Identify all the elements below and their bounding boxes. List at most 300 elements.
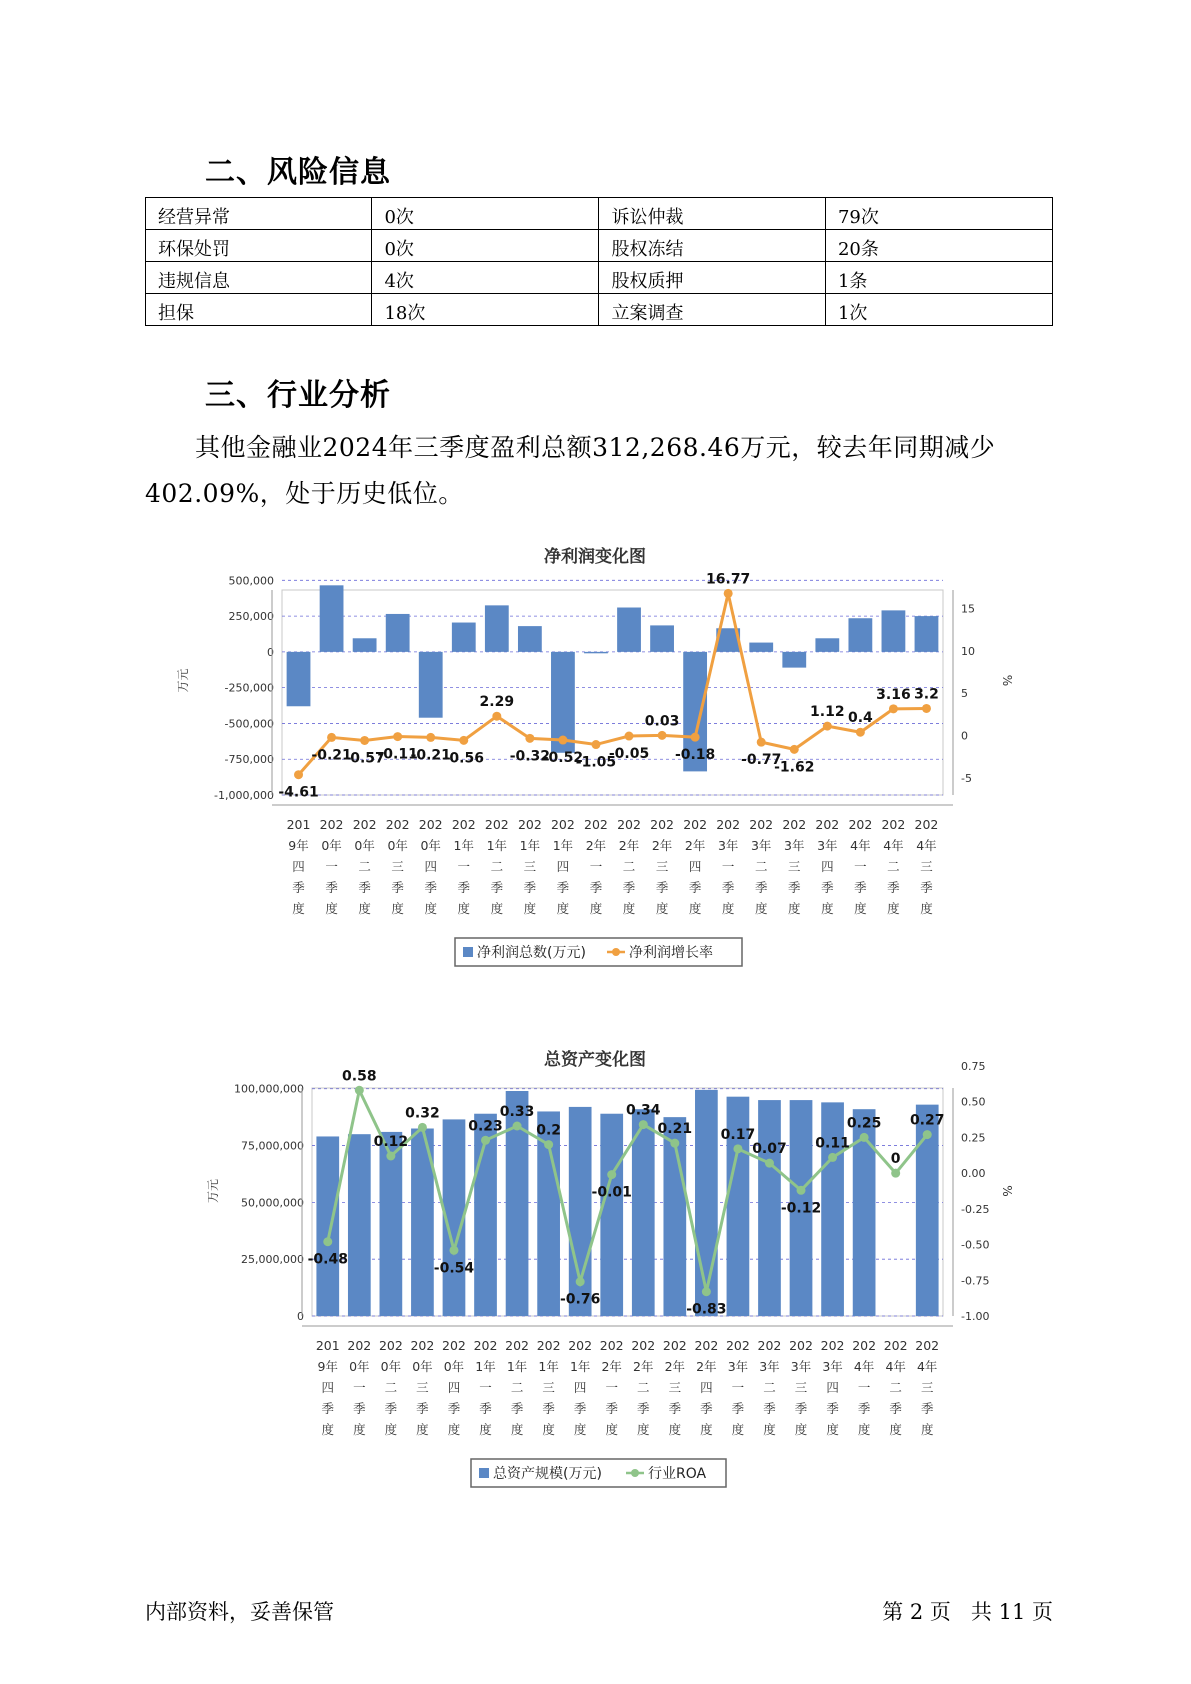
data-label: -0.01	[591, 1184, 632, 1201]
x-tick-label: 202	[484, 817, 509, 832]
risk-value-cell: 4次	[372, 262, 599, 294]
x-tick-label: 二	[889, 1380, 902, 1395]
x-tick-label: 202	[881, 817, 906, 832]
bar	[353, 638, 377, 652]
x-tick-label: 季	[754, 880, 768, 895]
x-tick-label: 3年	[822, 1359, 843, 1374]
line-point	[607, 1170, 616, 1179]
line-point	[418, 1123, 427, 1132]
risk-info-table	[145, 197, 1053, 326]
x-tick-label: 1年	[506, 1359, 528, 1374]
x-tick-label: 4年	[885, 1359, 906, 1374]
x-tick-label: 202	[782, 817, 807, 832]
x-tick-label: 二	[510, 1380, 524, 1395]
x-tick-label: 202	[473, 1338, 498, 1353]
data-label: 0.33	[499, 1104, 535, 1120]
x-tick-label: 季	[920, 1401, 934, 1416]
x-tick-label: 季	[479, 1401, 492, 1416]
line-point	[823, 722, 832, 731]
bar	[518, 626, 542, 652]
x-tick-label: 二	[490, 859, 504, 874]
data-label: 0	[890, 1151, 901, 1168]
x-tick-label: 二	[622, 859, 636, 874]
x-tick-label: 2年	[601, 1359, 622, 1374]
data-label: 0.25	[846, 1115, 882, 1132]
x-tick-label: 一	[857, 1380, 871, 1395]
legend-line-label: 行业ROA	[648, 1466, 707, 1482]
data-label: -0.83	[686, 1301, 727, 1318]
x-tick-label: 季	[668, 1401, 682, 1416]
x-tick-label: 季	[292, 880, 305, 895]
y-right-tick-label: 0.50	[961, 1095, 986, 1109]
data-label: 0.03	[644, 713, 680, 730]
x-tick-label: 度	[384, 1422, 398, 1437]
x-tick-label: 202	[584, 817, 608, 832]
x-tick-label: 度	[821, 901, 834, 916]
line-point	[923, 1130, 932, 1139]
x-tick-label: 四	[573, 1380, 587, 1395]
y-left-tick-label: -250,000	[224, 681, 274, 695]
x-tick-label: 一	[457, 859, 471, 874]
y-left-tick-label: 250,000	[228, 610, 274, 624]
line-point	[492, 712, 501, 721]
y-left-tick-label: 100,000,000	[234, 1082, 304, 1096]
x-tick-label: 202	[410, 1338, 435, 1353]
bar	[882, 610, 906, 652]
x-tick-label: 4年	[916, 1359, 938, 1374]
x-tick-label: 季	[490, 880, 504, 895]
y-left-tick-label: 0	[267, 645, 274, 659]
x-tick-label: 二	[637, 1380, 650, 1395]
line-point	[625, 732, 634, 741]
legend-bar-swatch	[463, 947, 473, 957]
x-tick-label: 一	[731, 1380, 745, 1395]
x-tick-label: 2年	[664, 1359, 686, 1374]
footer-page-number: 第 2 页 共 11 页	[882, 1600, 1053, 1624]
x-tick-label: 0年	[354, 838, 375, 853]
data-label: -0.48	[307, 1251, 348, 1268]
x-tick-label: 0年	[380, 1359, 402, 1374]
y-right-tick-label: 0	[961, 729, 968, 743]
x-tick-label: 度	[920, 901, 933, 916]
x-tick-label: 度	[589, 901, 603, 916]
x-tick-label: 202	[631, 1338, 656, 1353]
x-tick-label: 度	[424, 901, 437, 916]
line-point	[323, 1237, 332, 1246]
x-tick-label: 三	[794, 1380, 808, 1395]
y-right-tick-label: -0.50	[961, 1238, 990, 1252]
legend-line-marker	[612, 948, 620, 956]
y-right-tick-label: 0.75	[961, 1060, 986, 1073]
x-tick-label: 季	[416, 1401, 429, 1416]
x-tick-label: 二	[754, 859, 768, 874]
x-tick-label: 度	[721, 901, 735, 916]
x-tick-label: 202	[550, 817, 575, 832]
x-tick-label: 0年	[443, 1359, 465, 1374]
x-tick-label: 三	[920, 859, 933, 874]
risk-table-row	[146, 230, 1053, 262]
x-tick-label: 202	[749, 817, 774, 832]
x-tick-label: 三	[523, 859, 537, 874]
x-tick-label: 季	[887, 880, 900, 895]
bar	[452, 623, 476, 652]
x-tick-label: 季	[321, 1401, 335, 1416]
x-tick-label: 1年	[475, 1359, 496, 1374]
x-tick-label: 度	[754, 901, 768, 916]
y-right-tick-label: 0.00	[961, 1167, 986, 1181]
bar	[821, 1102, 844, 1316]
risk-label-cell: 违规信息	[146, 262, 372, 294]
x-tick-label: 0年	[420, 838, 441, 853]
x-tick-label: 四	[424, 859, 437, 874]
x-tick-label: 202	[536, 1338, 561, 1353]
x-tick-label: 202	[848, 817, 873, 832]
data-label: -0.57	[344, 750, 385, 767]
line-point	[576, 1277, 585, 1286]
x-tick-label: 3年	[790, 1359, 812, 1374]
x-tick-label: 度	[358, 901, 371, 916]
industry-analysis-paragraph: 其他金融业2024年三季度盈利总额312,268.46万元，较去年同期减少402.09%，处于历史低位。	[145, 433, 996, 508]
risk-label-cell: 经营异常	[146, 198, 372, 230]
y-right-axis-label: %	[1000, 1185, 1014, 1197]
x-tick-label: 季	[854, 880, 867, 895]
x-tick-label: 2年	[696, 1359, 717, 1374]
x-tick-label: 季	[325, 880, 338, 895]
x-tick-label: 3年	[759, 1359, 780, 1374]
x-tick-label: 202	[683, 817, 708, 832]
x-tick-label: 3年	[727, 1359, 749, 1374]
x-tick-label: 季	[788, 880, 801, 895]
x-tick-label: 度	[321, 1422, 335, 1437]
x-tick-label: 202	[694, 1338, 719, 1353]
bar	[600, 1114, 623, 1316]
data-label: -0.11	[377, 746, 418, 763]
risk-value-cell: 0次	[372, 198, 599, 230]
x-tick-label: 季	[688, 880, 702, 895]
y-left-tick-label: 25,000,000	[241, 1253, 304, 1267]
x-tick-label: 202	[716, 817, 741, 832]
line-point	[639, 1120, 648, 1129]
line-point	[889, 704, 898, 713]
x-tick-label: 202	[319, 817, 344, 832]
line-point	[733, 1144, 742, 1153]
x-tick-label: 度	[700, 1422, 713, 1437]
line-point	[797, 1186, 806, 1195]
x-tick-label: 度	[826, 1422, 839, 1437]
line-point	[765, 1159, 774, 1168]
x-tick-label: 4年	[850, 838, 871, 853]
x-tick-label: 202	[650, 817, 675, 832]
data-label: -0.76	[559, 1291, 601, 1308]
data-label: 0.23	[468, 1118, 503, 1135]
y-left-tick-label: 0	[297, 1310, 304, 1323]
x-tick-label: 202	[883, 1338, 908, 1353]
net-profit-chart	[0, 540, 1191, 1060]
x-tick-label: 一	[479, 1380, 492, 1395]
y-left-tick-label: 500,000	[228, 574, 274, 588]
x-tick-label: 度	[857, 1422, 871, 1437]
x-tick-label: 2年	[651, 838, 673, 853]
x-tick-label: 202	[378, 1338, 403, 1353]
x-tick-label: 0年	[321, 838, 342, 853]
x-tick-label: 2年	[618, 838, 640, 853]
x-tick-label: 度	[788, 901, 801, 916]
line-point	[670, 1139, 679, 1148]
x-tick-label: 季	[826, 1401, 839, 1416]
data-label: 0.32	[405, 1105, 440, 1122]
legend-line-marker	[631, 1469, 639, 1477]
x-tick-label: 一	[353, 1380, 366, 1395]
risk-value-cell: 1条	[825, 262, 1052, 294]
x-tick-label: 度	[447, 1422, 461, 1437]
line-point	[860, 1133, 869, 1142]
x-tick-label: 季	[637, 1401, 650, 1416]
line-point	[294, 770, 303, 779]
x-tick-label: 3年	[817, 838, 838, 853]
line-point	[702, 1287, 711, 1296]
x-tick-label: 季	[556, 880, 570, 895]
x-tick-label: 202	[914, 817, 939, 832]
bar	[749, 643, 773, 652]
x-tick-label: 202	[418, 817, 443, 832]
x-tick-label: 一	[605, 1380, 618, 1395]
line-point	[513, 1122, 522, 1131]
risk-value-cell: 1次	[825, 294, 1052, 326]
risk-label-cell: 环保处罚	[146, 230, 372, 262]
x-tick-label: 3年	[717, 838, 739, 853]
x-tick-label: 度	[655, 901, 669, 916]
data-label: -0.12	[780, 1200, 822, 1217]
bar	[632, 1109, 655, 1316]
bar	[695, 1090, 718, 1316]
line-point	[393, 732, 402, 741]
x-tick-label: 4年	[883, 838, 904, 853]
data-label: -0.77	[741, 752, 782, 769]
y-left-tick-label: -500,000	[224, 717, 274, 731]
line-point	[544, 1140, 553, 1149]
x-tick-label: 四	[826, 1380, 839, 1395]
x-tick-label: 202	[568, 1338, 593, 1353]
line-point	[658, 731, 667, 740]
risk-label-cell: 股权质押	[599, 262, 825, 294]
data-label: 0.12	[373, 1134, 409, 1150]
section-2-heading: 二、风险信息	[205, 155, 391, 190]
risk-label-cell: 诉讼仲裁	[599, 198, 825, 230]
x-tick-label: 202	[451, 817, 476, 832]
x-tick-label: 1年	[453, 838, 475, 853]
data-label: -1.05	[575, 754, 617, 771]
x-tick-label: 202	[517, 817, 542, 832]
x-tick-label: 度	[688, 901, 702, 916]
risk-table-row	[146, 294, 1053, 326]
line-point	[386, 1152, 395, 1161]
x-tick-label: 四	[556, 859, 570, 874]
x-tick-label: 季	[889, 1401, 902, 1416]
x-tick-label: 一	[721, 859, 735, 874]
bar	[485, 605, 509, 652]
y-right-tick-label: -0.25	[961, 1202, 990, 1216]
x-tick-label: 季	[542, 1401, 555, 1416]
data-label: 3.2	[914, 686, 939, 703]
x-tick-label: 季	[763, 1401, 776, 1416]
bar	[617, 608, 641, 652]
x-tick-label: 4年	[916, 838, 937, 853]
x-tick-label: 四	[447, 1380, 461, 1395]
x-tick-label: 二	[358, 859, 371, 874]
legend-bar-label: 净利润总数(万元)	[477, 945, 586, 961]
data-label: 3.16	[876, 686, 911, 703]
y-left-tick-label: 75,000,000	[241, 1139, 304, 1153]
x-tick-label: 202	[385, 817, 410, 832]
x-tick-label: 季	[700, 1401, 713, 1416]
y-right-tick-label: 5	[961, 687, 968, 701]
risk-label-cell: 担保	[146, 294, 372, 326]
x-tick-label: 1年	[519, 838, 541, 853]
x-tick-label: 1年	[538, 1359, 559, 1374]
x-tick-label: 度	[637, 1422, 650, 1437]
line-point	[426, 733, 435, 742]
x-tick-label: 度	[542, 1422, 555, 1437]
x-tick-label: 季	[721, 880, 735, 895]
x-tick-label: 度	[391, 901, 404, 916]
x-tick-label: 三	[668, 1380, 682, 1395]
x-tick-label: 201	[286, 817, 311, 832]
x-tick-label: 4年	[853, 1359, 875, 1374]
x-tick-label: 季	[731, 1401, 745, 1416]
data-label: 0.11	[815, 1135, 850, 1152]
line-point	[459, 736, 468, 745]
x-tick-label: 度	[479, 1422, 492, 1437]
legend-bar-label: 总资产规模(万元)	[493, 1466, 602, 1482]
x-tick-label: 1年	[486, 838, 508, 853]
x-tick-label: 202	[662, 1338, 687, 1353]
x-tick-label: 度	[794, 1422, 808, 1437]
bar	[320, 585, 344, 652]
x-tick-label: 三	[920, 1380, 934, 1395]
x-tick-label: 度	[889, 1422, 902, 1437]
x-tick-label: 一	[325, 859, 338, 874]
y-left-tick-label: -750,000	[224, 753, 274, 767]
x-tick-label: 度	[325, 901, 338, 916]
x-tick-label: 9年	[288, 838, 309, 853]
data-label: -1.62	[774, 759, 815, 776]
y-right-tick-label: -1.00	[961, 1310, 990, 1323]
x-tick-label: 二	[384, 1380, 398, 1395]
risk-table-row	[146, 262, 1053, 294]
x-tick-label: 度	[622, 901, 636, 916]
risk-table-row	[146, 198, 1053, 230]
data-label: -0.18	[674, 747, 716, 764]
data-label: 16.77	[706, 571, 751, 588]
bar	[419, 652, 443, 718]
x-tick-label: 度	[887, 901, 900, 916]
line-point	[922, 704, 931, 713]
line-point	[327, 733, 336, 742]
bar	[782, 652, 806, 668]
data-label: -0.56	[443, 750, 484, 767]
data-label: 0.21	[657, 1121, 693, 1138]
total-assets-chart	[0, 1040, 1191, 1490]
x-tick-label: 度	[920, 1422, 934, 1437]
x-tick-label: 度	[510, 1422, 524, 1437]
x-tick-label: 四	[700, 1380, 713, 1395]
x-tick-label: 度	[731, 1422, 745, 1437]
data-label: 0.17	[720, 1126, 756, 1143]
x-tick-label: 度	[490, 901, 504, 916]
data-label: -0.52	[542, 750, 584, 767]
x-tick-label: 202	[352, 817, 377, 832]
data-label: -0.21	[410, 747, 451, 764]
x-tick-label: 一	[589, 859, 603, 874]
x-tick-label: 季	[920, 880, 933, 895]
data-label: 0.34	[626, 1102, 661, 1119]
data-label: 0.07	[752, 1141, 787, 1158]
data-label: 0.4	[847, 710, 873, 727]
line-point	[828, 1153, 837, 1162]
x-tick-label: 季	[447, 1401, 461, 1416]
x-tick-label: 度	[573, 1422, 587, 1437]
line-point	[481, 1136, 490, 1145]
x-tick-label: 202	[347, 1338, 372, 1353]
x-tick-label: 三	[655, 859, 669, 874]
line-point	[856, 728, 865, 737]
data-label: -0.05	[608, 746, 650, 763]
chart-title: 净利润变化图	[544, 547, 646, 567]
x-tick-label: 季	[589, 880, 603, 895]
bar	[348, 1134, 371, 1316]
x-tick-label: 度	[353, 1422, 366, 1437]
line-point	[360, 736, 369, 745]
data-label: -0.32	[509, 748, 551, 765]
x-tick-label: 202	[617, 817, 641, 832]
line-point	[790, 745, 799, 754]
bar	[915, 616, 939, 652]
x-tick-label: 度	[605, 1422, 618, 1437]
x-tick-label: 202	[599, 1338, 624, 1353]
x-tick-label: 2年	[633, 1359, 654, 1374]
data-label: -0.21	[311, 747, 352, 764]
risk-value-cell: 0次	[372, 230, 599, 262]
bar	[758, 1100, 781, 1316]
line-point	[355, 1086, 364, 1095]
x-tick-label: 202	[815, 817, 840, 832]
x-tick-label: 度	[668, 1422, 682, 1437]
x-tick-label: 一	[854, 859, 867, 874]
x-tick-label: 四	[321, 1380, 335, 1395]
x-tick-label: 度	[854, 901, 867, 916]
x-tick-label: 3年	[784, 838, 805, 853]
section-3-heading: 三、行业分析	[205, 378, 391, 413]
risk-value-cell: 18次	[372, 294, 599, 326]
y-left-axis-label: 万元	[176, 668, 190, 693]
data-label: 1.12	[810, 704, 845, 721]
x-tick-label: 季	[573, 1401, 587, 1416]
legend-line-label: 净利润增长率	[629, 945, 713, 961]
data-label: 0.27	[909, 1112, 945, 1129]
x-tick-label: 202	[852, 1338, 877, 1353]
x-tick-label: 0年	[349, 1359, 370, 1374]
bar	[287, 652, 311, 706]
data-label: -4.61	[278, 784, 319, 801]
line-point	[558, 736, 567, 745]
line-point	[891, 1169, 900, 1178]
x-tick-label: 度	[556, 901, 570, 916]
x-tick-label: 季	[358, 880, 371, 895]
y-left-tick-label: 50,000,000	[241, 1196, 304, 1210]
legend-bar-swatch	[479, 1468, 489, 1478]
y-left-axis-label: 万元	[206, 1178, 220, 1204]
line-point	[724, 589, 733, 598]
